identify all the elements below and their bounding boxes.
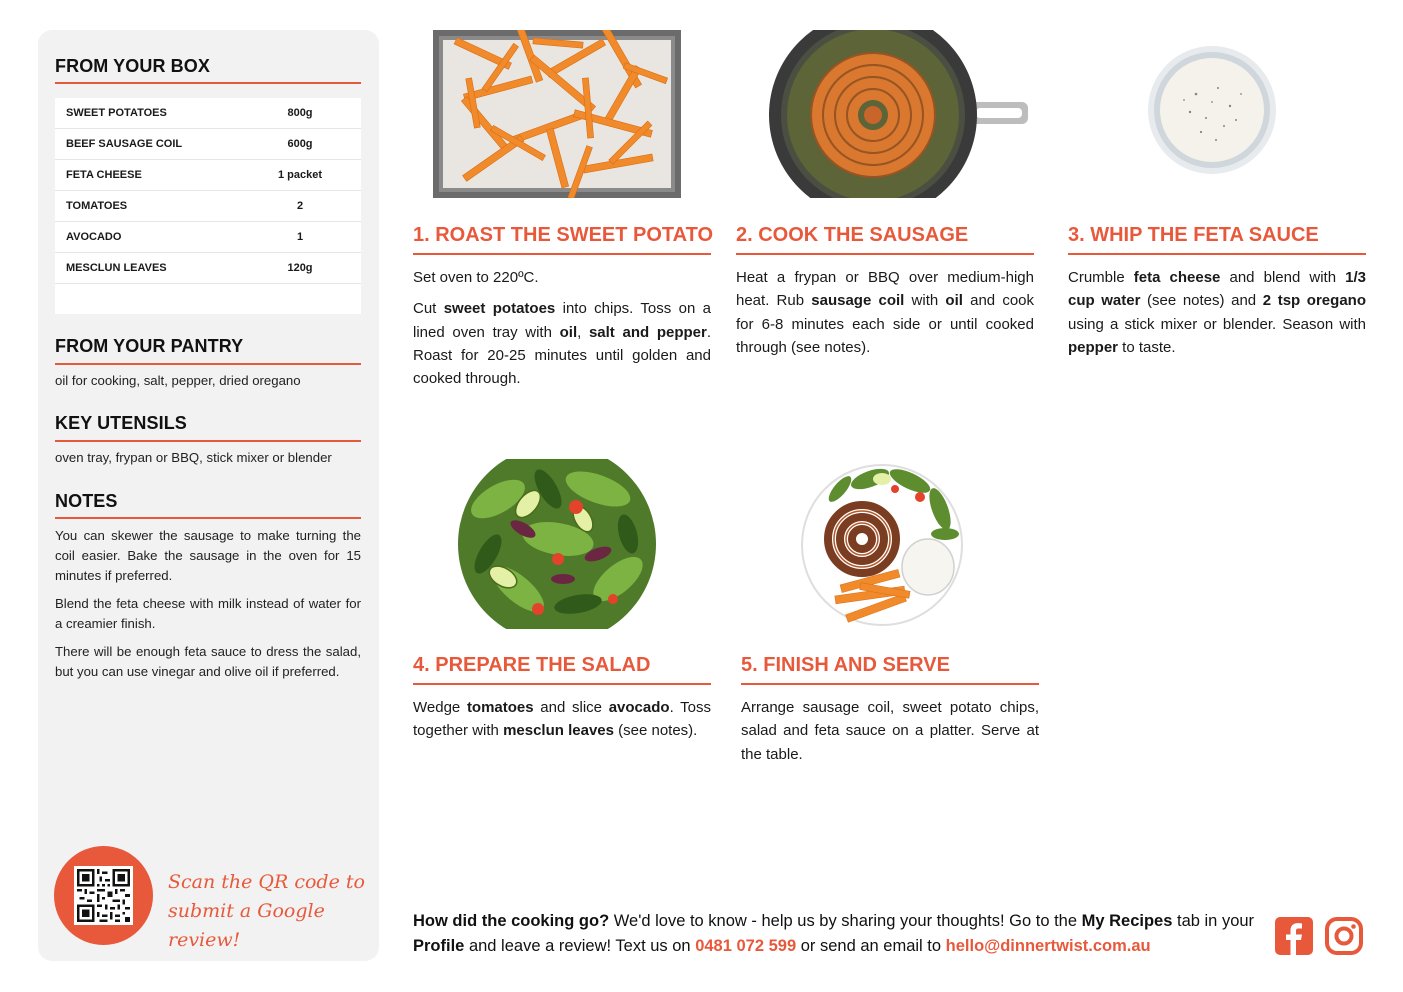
- review-footer: How did the cooking go? We'd love to know - help us by sharing your thoughts! Go to the My Recipes tab in your Profile and leave a review! Text us on 0481 072 599 or send an email to hello@dinnertwist.com.au: [413, 912, 1255, 955]
- step-1-title: 1. ROAST THE SWEET POTATO: [413, 224, 714, 246]
- step-3-title: 3. WHIP THE FETA SAUCE: [1068, 224, 1319, 246]
- ingredient-qty: 120g: [287, 262, 313, 274]
- divider: [736, 253, 1034, 255]
- ingredient-qty: 600g: [287, 138, 313, 150]
- step-2-title: 2. COOK THE SAUSAGE: [736, 224, 969, 246]
- ingredient-qty: 800g: [287, 107, 313, 119]
- ingredients-table: [55, 98, 361, 314]
- divider: [413, 253, 711, 255]
- qr-code-icon[interactable]: [74, 866, 133, 925]
- divider: [413, 683, 711, 685]
- ingredient-qty: 2: [296, 200, 304, 212]
- note-paragraph: There will be enough feta sauce to dress the salad, but you can use vinegar and olive oil if preferred.: [55, 644, 361, 679]
- notes-title: NOTES: [55, 491, 118, 511]
- table-row: [55, 129, 361, 160]
- from-your-box-title: FROM YOUR BOX: [55, 56, 210, 76]
- divider: [55, 363, 361, 365]
- ingredient-name: AVOCADO: [66, 231, 122, 243]
- ingredient-qty: 1 packet: [277, 169, 323, 181]
- divider: [55, 82, 361, 84]
- instruction-paragraph: Set oven to 220ºC.: [413, 269, 539, 286]
- ingredient-name: BEEF SAUSAGE COIL: [66, 138, 183, 150]
- ingredient-name: TOMATOES: [66, 200, 128, 212]
- phone-link[interactable]: 0481 072 599: [695, 937, 797, 955]
- pantry-text: oil for cooking, salt, pepper, dried oregano: [55, 373, 301, 388]
- divider: [55, 440, 361, 442]
- qr-caption-line: submit a Google review!: [168, 900, 325, 951]
- ingredient-name: MESCLUN LEAVES: [66, 262, 167, 274]
- instruction-paragraph: Wedge tomatoes and slice avocado. Toss together with mesclun leaves (see notes).: [413, 699, 711, 740]
- ingredient-name: SWEET POTATOES: [66, 107, 167, 119]
- instagram-icon[interactable]: [1325, 917, 1363, 955]
- step-1-instructions: [413, 266, 711, 398]
- utensils-text: oven tray, frypan or BBQ, stick mixer or blender: [55, 450, 332, 465]
- ingredient-qty: 1: [296, 231, 304, 243]
- from-your-pantry-title: FROM YOUR PANTRY: [55, 336, 244, 356]
- note-paragraph: Blend the feta cheese with milk instead of water for a creamier finish.: [55, 596, 361, 631]
- feta-sauce-bowl-photo: [1146, 44, 1278, 176]
- step-4-instructions: [413, 696, 711, 751]
- ingredient-name: FETA CHEESE: [66, 169, 142, 181]
- divider: [55, 517, 361, 519]
- sweet-potato-tray-photo: [433, 30, 681, 198]
- table-row: [55, 222, 361, 253]
- qr-caption-line: Scan the QR code to: [168, 871, 365, 893]
- instruction-paragraph: Heat a frypan or BBQ over medium-high heat. Rub sausage coil with oil and cook for 6-8 minutes each side or until cooked through (see notes).: [736, 269, 1035, 356]
- key-utensils-title: KEY UTENSILS: [55, 413, 187, 433]
- table-row: [55, 160, 361, 191]
- notes-text: [55, 526, 361, 690]
- ingredients-panel: [38, 30, 379, 961]
- instruction-paragraph: Arrange sausage coil, sweet potato chips, salad and feta sauce on a platter. Serve at the table.: [741, 699, 1039, 763]
- table-row: [55, 98, 361, 129]
- facebook-icon[interactable]: [1275, 917, 1313, 955]
- qr-badge: [54, 846, 153, 945]
- step-5-instructions: [741, 696, 1039, 774]
- table-row: [55, 191, 361, 222]
- finished-plate-photo: [800, 459, 965, 627]
- divider: [1068, 253, 1366, 255]
- table-row: [55, 253, 361, 284]
- email-link[interactable]: hello@dinnertwist.com.au: [945, 937, 1151, 955]
- step-5-title: 5. FINISH AND SERVE: [741, 654, 950, 676]
- note-paragraph: You can skewer the sausage to make turning the coil easier. Bake the sausage in the oven for 15 minutes if preferred.: [55, 528, 361, 583]
- divider: [741, 683, 1039, 685]
- instruction-paragraph: Crumble feta cheese and blend with 1/3 cup water (see notes) and 2 tsp oregano using a stick mixer or blender. Season with pepper to taste.: [1068, 269, 1366, 356]
- sausage-pan-photo: [768, 30, 1030, 198]
- step-2-instructions: [736, 266, 1034, 367]
- salad-bowl-photo: [458, 459, 656, 629]
- qr-caption: [168, 868, 379, 955]
- instruction-paragraph: Cut sweet potatoes into chips. Toss on a lined oven tray with oil, salt and pepper. Roast for 20-25 minutes until golden and cooked through.: [413, 300, 711, 388]
- footer-question: How did the cooking go?: [413, 912, 610, 930]
- step-4-title: 4. PREPARE THE SALAD: [413, 654, 651, 676]
- step-3-instructions: [1068, 266, 1366, 367]
